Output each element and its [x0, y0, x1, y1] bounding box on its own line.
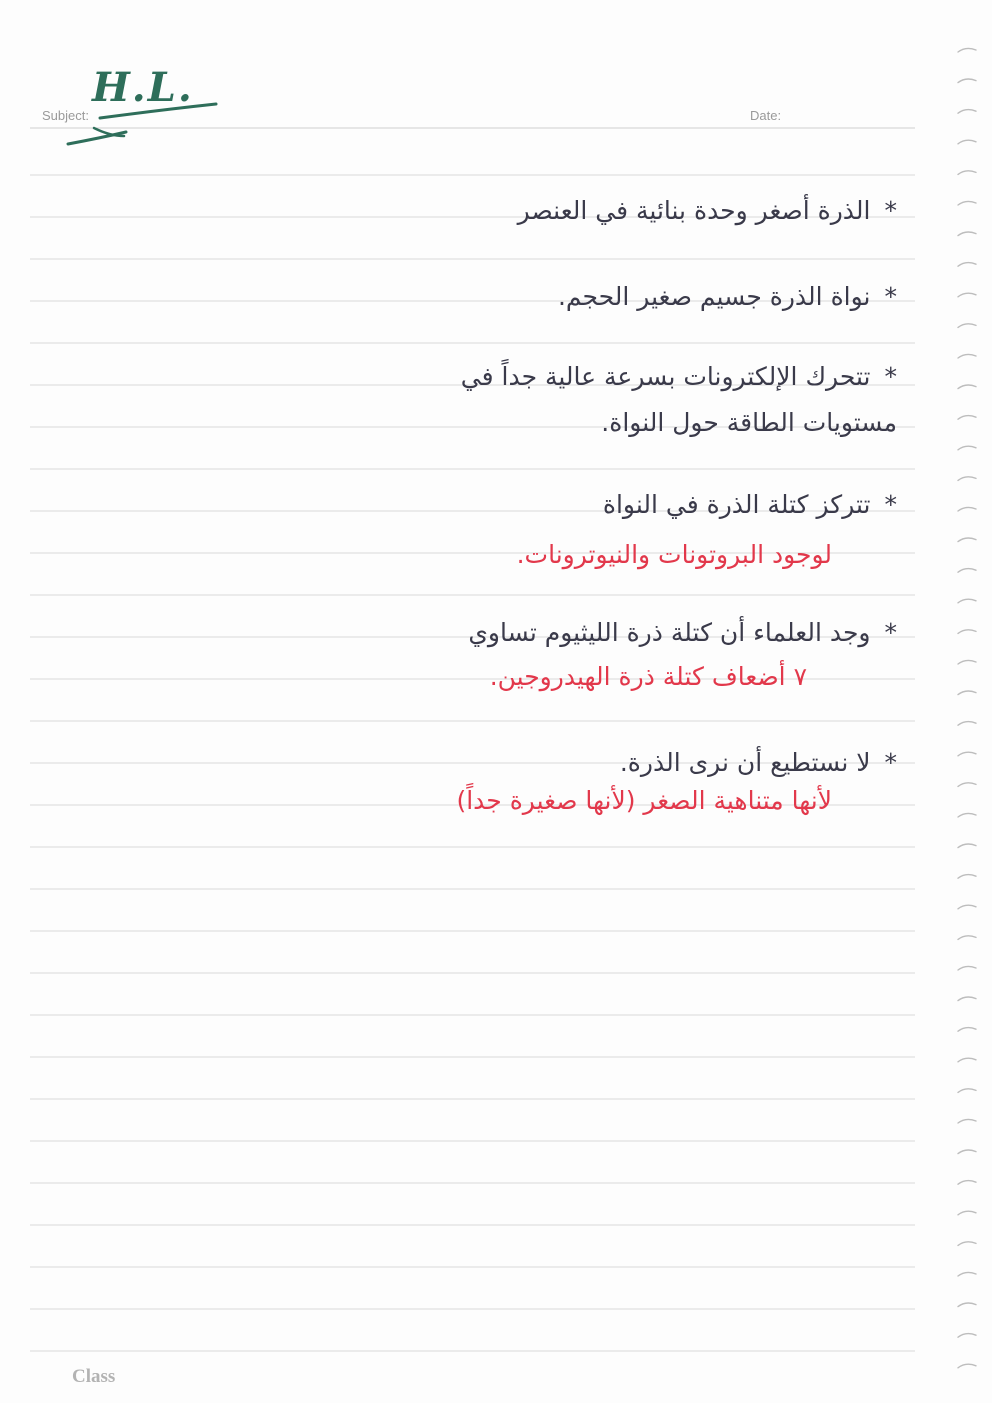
title-underline-stroke: [60, 96, 230, 156]
page-title: H.L.: [92, 64, 194, 111]
binding-ring: [958, 1364, 976, 1368]
bullet-asterisk: *: [884, 490, 897, 519]
binding-ring: [958, 201, 976, 205]
binding-ring: [958, 171, 976, 175]
binding-ring: [958, 660, 976, 664]
binding-ring: [958, 1242, 976, 1246]
binding-ring: [958, 263, 976, 267]
binding-ring: [958, 1272, 976, 1276]
note-line-10-answer: [456, 786, 832, 815]
binding-ring: [958, 1181, 976, 1185]
note-text: الذرة أصغر وحدة بنائية في العنصر: [517, 196, 871, 225]
binding-ring: [958, 1334, 976, 1338]
note-text: لوجود البروتونات والنيوترونات.: [516, 540, 832, 569]
binding-ring: [958, 599, 976, 603]
note-line-4: [601, 408, 897, 437]
bullet-asterisk: *: [884, 362, 897, 391]
bullet-asterisk: *: [884, 748, 897, 777]
note-line-1: [518, 196, 897, 225]
binding-ring: [958, 110, 976, 114]
binding-ring: [958, 1058, 976, 1062]
binding-ring: [958, 507, 976, 511]
binding-ring: [958, 844, 976, 848]
binding-ring: [958, 905, 976, 909]
binding-ring: [958, 446, 976, 450]
binding-ring: [958, 875, 976, 879]
subject-label: Subject:: [42, 108, 89, 123]
note-text: ٧ أضعاف كتلة ذرة الهيدروجين.: [489, 662, 807, 691]
bullet-asterisk: *: [884, 618, 897, 647]
note-line-7: [468, 618, 897, 647]
note-line-6-answer: [517, 540, 832, 569]
binding-ring: [958, 569, 976, 573]
binding-ring: [958, 1119, 976, 1123]
bullet-asterisk: *: [884, 196, 897, 225]
date-label: Date:: [750, 108, 782, 123]
note-text: تتحرك الإلكترونات بسرعة عالية جداً في: [460, 362, 871, 391]
binding-ring: [958, 293, 976, 297]
binding-ring: [958, 722, 976, 726]
note-text: نواة الذرة جسيم صغير الحجم.: [557, 282, 871, 311]
binding-ring: [958, 477, 976, 481]
binding-ring: [958, 752, 976, 756]
note-text: لا نستطيع أن نرى الذرة.: [619, 748, 871, 777]
note-line-9: [620, 748, 897, 777]
note-line-8-answer: [490, 662, 807, 691]
class-label: Class: [72, 1366, 116, 1387]
binding-ring: [958, 140, 976, 144]
bullet-asterisk: *: [884, 282, 897, 311]
note-line-2: [558, 282, 897, 311]
binding-ring: [958, 1089, 976, 1093]
binding-ring: [958, 936, 976, 940]
binding-ring: [958, 1303, 976, 1307]
note-text: تتركز كتلة الذرة في النواة: [602, 490, 871, 519]
binding-ring: [958, 232, 976, 236]
binding-ring: [958, 1211, 976, 1215]
binding-ring: [958, 416, 976, 420]
note-text: لأنها متناهية الصغر (لأنها صغيرة جداً): [456, 786, 832, 815]
binding-ring: [958, 48, 976, 52]
note-text: وجد العلماء أن كتلة ذرة الليثيوم تساوي: [468, 618, 871, 647]
binding-ring: [958, 1150, 976, 1154]
binding-ring: [958, 691, 976, 695]
binding-ring: [958, 997, 976, 1001]
note-line-3: [461, 362, 897, 391]
binding-ring: [958, 783, 976, 787]
note-line-5: [603, 490, 897, 519]
binding-ring: [958, 385, 976, 389]
binding-ring: [958, 630, 976, 634]
binding-ring: [958, 324, 976, 328]
binding-ring: [958, 538, 976, 542]
binding-ring: [958, 1028, 976, 1032]
binding-ring: [958, 79, 976, 83]
binding-ring: [958, 354, 976, 358]
binding-ring: [958, 966, 976, 970]
binding-ring: [958, 813, 976, 817]
note-text: مستويات الطاقة حول النواة.: [601, 408, 897, 437]
